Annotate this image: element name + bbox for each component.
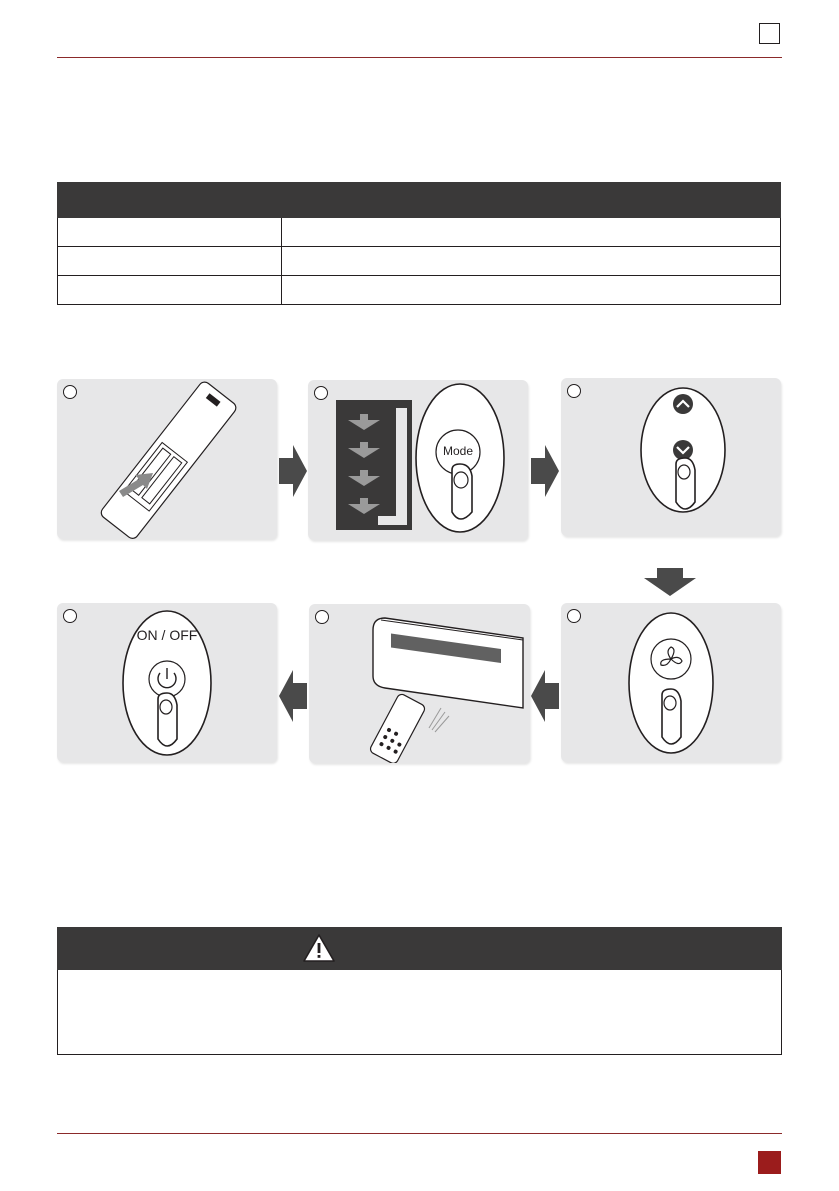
arrow-down-icon: [644, 568, 696, 596]
step-3-panel: [561, 378, 781, 536]
table-cell: [282, 276, 781, 305]
spec-table: [57, 182, 781, 305]
table-cell: [58, 247, 282, 276]
aim-remote-illustration: [309, 604, 530, 763]
step-6-panel: [57, 603, 277, 762]
mode-cycle-illustration: [308, 380, 528, 540]
warning-triangle-icon: [302, 933, 336, 963]
table-header-row: [58, 183, 781, 218]
arrow-left-icon: [531, 670, 559, 722]
table-row: [58, 276, 781, 305]
warning-body: [57, 970, 782, 1055]
step-1-panel: [57, 379, 277, 539]
table-row: [58, 247, 781, 276]
fan-button-illustration: [561, 603, 781, 762]
footer-rule: [57, 1133, 782, 1134]
table-header-cell: [58, 183, 282, 218]
step-5-panel: [309, 604, 530, 763]
page-number-badge: [758, 1151, 781, 1174]
arrow-right-icon: [279, 445, 307, 497]
mode-button-label: Mode: [442, 444, 474, 458]
step-2-panel: [308, 380, 528, 540]
table-header-cell: [282, 183, 781, 218]
temperature-buttons-illustration: [561, 378, 781, 536]
header-rule: [57, 57, 782, 58]
warning-header-bar: [57, 927, 782, 970]
table-cell: [282, 247, 781, 276]
table-cell: [58, 218, 282, 247]
step-4-panel: [561, 603, 781, 762]
arrow-right-icon: [531, 445, 559, 497]
on-off-button-label: ON / OFF: [136, 627, 198, 643]
remote-battery-illustration: [57, 379, 277, 539]
table-row: [58, 218, 781, 247]
arrow-left-icon: [279, 670, 307, 722]
language-code-box: [759, 23, 780, 44]
table-cell: [58, 276, 282, 305]
table-cell: [282, 218, 781, 247]
